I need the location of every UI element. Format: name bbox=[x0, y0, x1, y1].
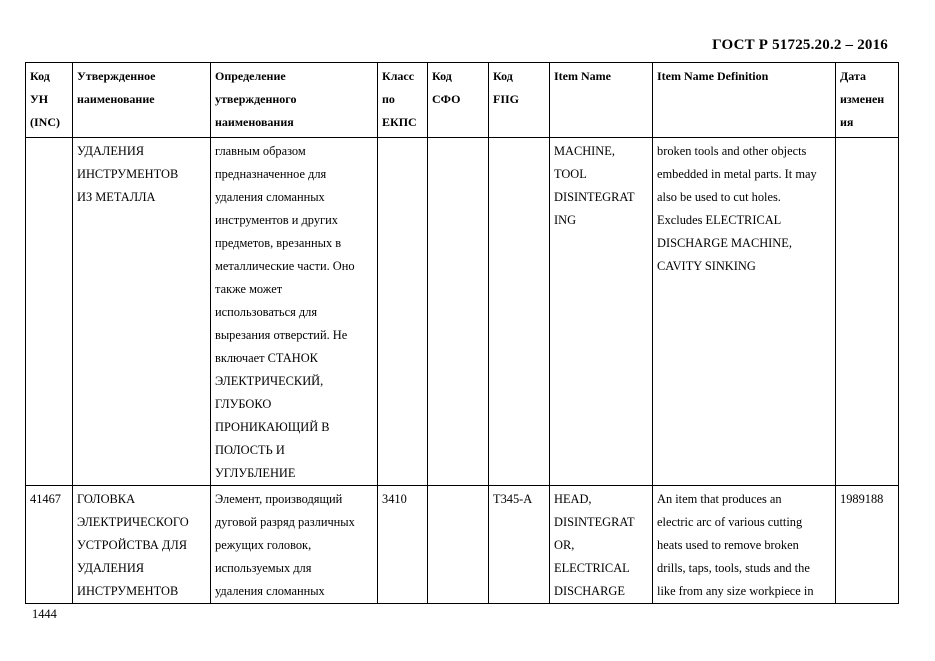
cell-line: MACHINE, bbox=[554, 144, 615, 158]
cell-line: Код bbox=[30, 69, 50, 83]
cell-line: режущих головок, bbox=[215, 538, 312, 552]
cell-line: наименование bbox=[77, 92, 155, 106]
cell-line: FIIG bbox=[493, 92, 520, 106]
cell-line: ING bbox=[554, 213, 577, 227]
cell-line: An item that produces an bbox=[657, 492, 782, 506]
cell-line: embedded in metal parts. It may bbox=[657, 167, 817, 181]
cell-name-definition bbox=[211, 486, 378, 604]
cell-fiig-code bbox=[489, 138, 550, 486]
cell-line: (INC) bbox=[30, 115, 60, 129]
col-header-fiig-code bbox=[489, 63, 550, 138]
cell-line: Утвержденное bbox=[77, 69, 156, 83]
cell-line: drills, taps, tools, studs and the bbox=[657, 561, 810, 575]
col-header-change-date bbox=[836, 63, 899, 138]
col-header-approved-name bbox=[73, 63, 211, 138]
cell-line: TOOL bbox=[554, 167, 587, 181]
cell-line: also be used to cut holes. bbox=[657, 190, 781, 204]
cell-line: like from any size workpiece in bbox=[657, 584, 814, 598]
cell-line: СФО bbox=[432, 92, 461, 106]
col-header-name-definition bbox=[211, 63, 378, 138]
cell-sfo-code bbox=[428, 486, 489, 604]
cell-line: Item Name Definition bbox=[657, 69, 769, 83]
cell-line: включает СТАНОК bbox=[215, 351, 318, 365]
cell-line: ЭЛЕКТРИЧЕСКИЙ, bbox=[215, 374, 324, 388]
cell-item-name-definition bbox=[653, 138, 836, 486]
cell-line: broken tools and other objects bbox=[657, 144, 807, 158]
cell-line: по bbox=[382, 92, 395, 106]
cell-line: DISINTEGRAT bbox=[554, 190, 635, 204]
cell-line: ЕКПС bbox=[382, 115, 417, 129]
document-code: ГОСТ Р 51725.20.2 – 2016 bbox=[712, 37, 888, 53]
cell-line: УДАЛЕНИЯ bbox=[77, 144, 145, 158]
cell-line: ГЛУБОКО bbox=[215, 397, 272, 411]
cell-line: использоваться для bbox=[215, 305, 318, 319]
cell-line: утвержденного bbox=[215, 92, 297, 106]
cell-change-date bbox=[836, 486, 899, 604]
cell-item-name-definition bbox=[653, 486, 836, 604]
cell-line: ELECTRICAL bbox=[554, 561, 630, 575]
col-header-item-name-definition bbox=[653, 63, 836, 138]
cell-change-date bbox=[836, 138, 899, 486]
cell-line: ИНСТРУМЕНТОВ bbox=[77, 167, 179, 181]
cell-line: ия bbox=[840, 115, 854, 129]
cell-line: Класс bbox=[382, 69, 415, 83]
cell-line: ГОЛОВКА bbox=[77, 492, 136, 506]
cell-line: Дата bbox=[840, 69, 866, 83]
cell-line: ИНСТРУМЕНТОВ bbox=[77, 584, 179, 598]
cell-line: 3410 bbox=[382, 492, 407, 506]
cell-line: Элемент, производящий bbox=[215, 492, 343, 506]
col-header-class bbox=[378, 63, 428, 138]
table-row bbox=[26, 138, 899, 486]
cell-line: изменен bbox=[840, 92, 885, 106]
cell-line: Код bbox=[432, 69, 452, 83]
cell-line: Определение bbox=[215, 69, 286, 83]
cell-line: Код bbox=[493, 69, 513, 83]
cell-line: electric arc of various cutting bbox=[657, 515, 803, 529]
cell-line: металлические части. Оно bbox=[215, 259, 355, 273]
cell-line: 41467 bbox=[30, 492, 61, 506]
cell-line: вырезания отверстий. Не bbox=[215, 328, 348, 342]
cell-line: heats used to remove broken bbox=[657, 538, 799, 552]
cell-line: используемых для bbox=[215, 561, 312, 575]
cell-line: ПОЛОСТЬ И bbox=[215, 443, 285, 457]
cell-line: T345-A bbox=[493, 492, 533, 506]
cell-name-definition bbox=[211, 138, 378, 486]
cell-line: УН bbox=[30, 92, 49, 106]
cell-inc bbox=[26, 138, 73, 486]
cell-line: дуговой разряд различных bbox=[215, 515, 355, 529]
cell-line: удаления сломанных bbox=[215, 190, 325, 204]
cell-approved-name bbox=[73, 138, 211, 486]
cell-line: DISCHARGE bbox=[554, 584, 625, 598]
col-header-sfo-code bbox=[428, 63, 489, 138]
classifier-table bbox=[25, 62, 899, 604]
cell-line: наименования bbox=[215, 115, 294, 129]
cell-inc bbox=[26, 486, 73, 604]
cell-item-name bbox=[550, 138, 653, 486]
cell-line: OR, bbox=[554, 538, 575, 552]
cell-class bbox=[378, 138, 428, 486]
cell-line: ЭЛЕКТРИЧЕСКОГО bbox=[77, 515, 189, 529]
cell-fiig-code bbox=[489, 486, 550, 604]
cell-line: удаления сломанных bbox=[215, 584, 325, 598]
cell-line: УГЛУБЛЕНИЕ bbox=[215, 466, 296, 480]
cell-line: ИЗ МЕТАЛЛА bbox=[77, 190, 156, 204]
cell-line: HEAD, bbox=[554, 492, 592, 506]
cell-line: УСТРОЙСТВА ДЛЯ bbox=[77, 538, 188, 552]
cell-line: УДАЛЕНИЯ bbox=[77, 561, 145, 575]
cell-line: Item Name bbox=[554, 69, 611, 83]
cell-line: Excludes ELECTRICAL bbox=[657, 213, 782, 227]
cell-line: 1989188 bbox=[840, 492, 884, 506]
table-row bbox=[26, 486, 899, 604]
cell-line: CAVITY SINKING bbox=[657, 259, 756, 273]
cell-line: DISCHARGE MACHINE, bbox=[657, 236, 792, 250]
table-header-row bbox=[26, 63, 899, 138]
cell-line: также может bbox=[215, 282, 283, 296]
col-header-inc bbox=[26, 63, 73, 138]
cell-line: главным образом bbox=[215, 144, 306, 158]
cell-class bbox=[378, 486, 428, 604]
cell-sfo-code bbox=[428, 138, 489, 486]
col-header-item-name bbox=[550, 63, 653, 138]
cell-item-name bbox=[550, 486, 653, 604]
cell-approved-name bbox=[73, 486, 211, 604]
cell-line: DISINTEGRAT bbox=[554, 515, 635, 529]
page-number: 1444 bbox=[32, 607, 57, 621]
cell-line: инструментов и других bbox=[215, 213, 338, 227]
cell-line: ПРОНИКАЮЩИЙ В bbox=[215, 420, 330, 434]
cell-line: предметов, врезанных в bbox=[215, 236, 342, 250]
cell-line: предназначенное для bbox=[215, 167, 327, 181]
